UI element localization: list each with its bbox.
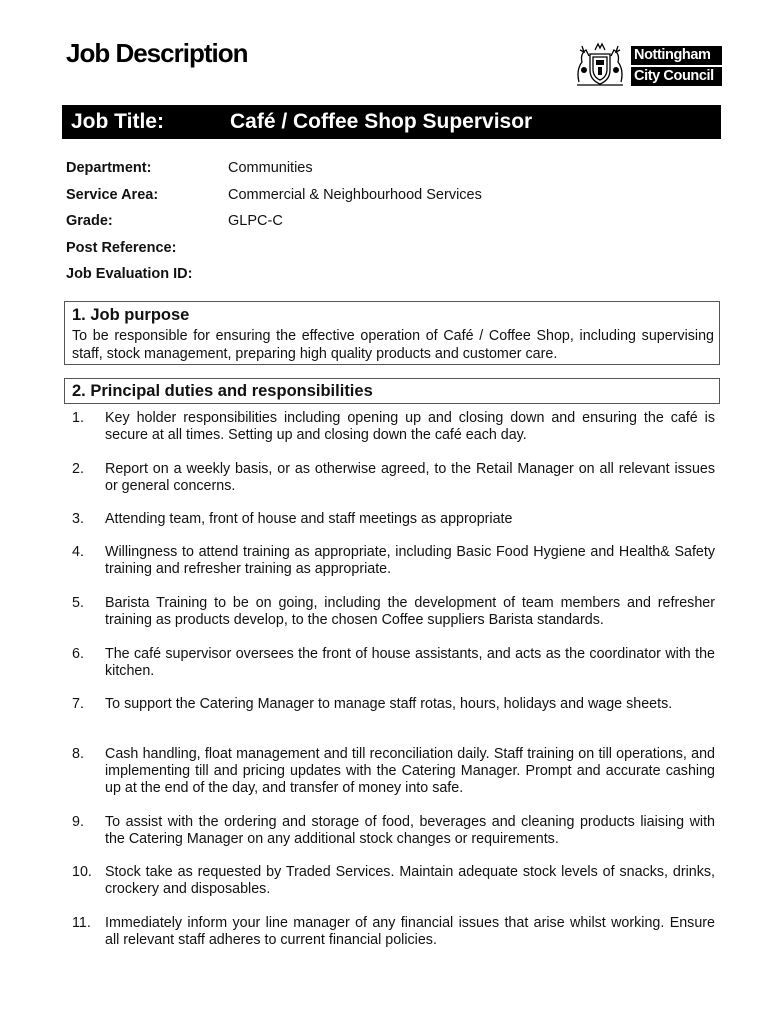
duty-number: 10. — [72, 864, 92, 880]
duty-number: 4. — [72, 544, 84, 560]
duty-text: Cash handling, float management and till reconciliation daily. Staff training on till operations, and implementing till and pricing updates with the Catering Manager. Prompt and accurate cashing up at the end of the day, and transfer of money into safe. — [105, 746, 715, 796]
duty-text: To assist with the ordering and storage of food, beverages and cleaning products liaising with the Catering Manager on any additional stock changes or requirements. — [105, 814, 715, 847]
crest-icon — [574, 40, 626, 88]
detail-row-job-evaluation-id — [66, 266, 716, 293]
detail-label: Grade: — [66, 213, 113, 229]
duty-text: Barista Training to be on going, including the development of team members and refresher training as products develop, to the chosen Coffee suppliers Barista standards. — [105, 595, 715, 628]
council-logo — [574, 40, 722, 90]
detail-value: Communities — [228, 160, 313, 176]
detail-label: Department: — [66, 160, 152, 176]
detail-row-department — [66, 160, 716, 187]
detail-row-grade — [66, 213, 716, 240]
duty-text: Key holder responsibilities including opening up and closing down and ensuring the café is secure at all times. Setting up and closing down the café each day. — [105, 410, 715, 443]
duty-number: 7. — [72, 696, 84, 712]
detail-row-service-area — [66, 187, 716, 214]
job-title-bar — [62, 105, 721, 139]
detail-label: Service Area: — [66, 186, 159, 203]
job-title-label: Job Title: — [71, 110, 164, 133]
duty-number: 1. — [72, 410, 84, 426]
job-details — [66, 160, 716, 293]
duty-number: 6. — [72, 646, 84, 662]
duty-number: 8. — [72, 746, 84, 762]
duty-number: 11. — [72, 915, 91, 931]
duty-number: 3. — [72, 511, 84, 527]
detail-row-post-reference — [66, 240, 716, 267]
duties-section-header — [64, 378, 720, 404]
job-purpose-text: To be responsible for ensuring the effective operation of Café / Coffee Shop, including supervising staff, stock management, preparing high quality products and customer care. — [72, 328, 714, 362]
duty-text: Report on a weekly basis, or as otherwise agreed, to the Retail Manager on all relevant issues or general concerns. — [105, 461, 715, 494]
duty-text: The café supervisor oversees the front of house assistants, and acts as the coordinator with the kitchen. — [105, 646, 715, 679]
detail-label: Job Evaluation ID: — [66, 266, 193, 282]
duty-text: Immediately inform your line manager of any financial issues that arise whilst working. Ensure all relevant staff adheres to current financial policies. — [105, 915, 715, 948]
detail-value: GLPC-C — [228, 213, 283, 229]
detail-label: Post Reference: — [66, 239, 177, 256]
duty-number: 9. — [72, 814, 84, 830]
job-purpose-section — [64, 301, 720, 365]
logo-text-city-council: City Council — [631, 67, 722, 86]
duty-text: Willingness to attend training as appropriate, including Basic Food Hygiene and Health& Safety training and refresher training as appropriate. — [105, 544, 715, 577]
duty-number: 2. — [72, 461, 84, 477]
document-title: Job Description — [66, 38, 248, 68]
duty-text: Stock take as requested by Traded Services. Maintain adequate stock levels of snacks, drinks, crockery and disposables. — [105, 864, 715, 897]
logo-text-nottingham: Nottingham — [631, 46, 722, 65]
duty-text: Attending team, front of house and staff meetings as appropriate — [105, 511, 513, 527]
detail-value: Commercial & Neighbourhood Services — [228, 186, 482, 203]
duty-text: To support the Catering Manager to manage staff rotas, hours, holidays and wage sheets. — [105, 696, 673, 712]
job-purpose-heading: 1. Job purpose — [72, 306, 190, 324]
duty-number: 5. — [72, 595, 84, 611]
duties-heading: 2. Principal duties and responsibilities — [72, 382, 373, 400]
job-title-value: Café / Coffee Shop Supervisor — [230, 110, 533, 133]
